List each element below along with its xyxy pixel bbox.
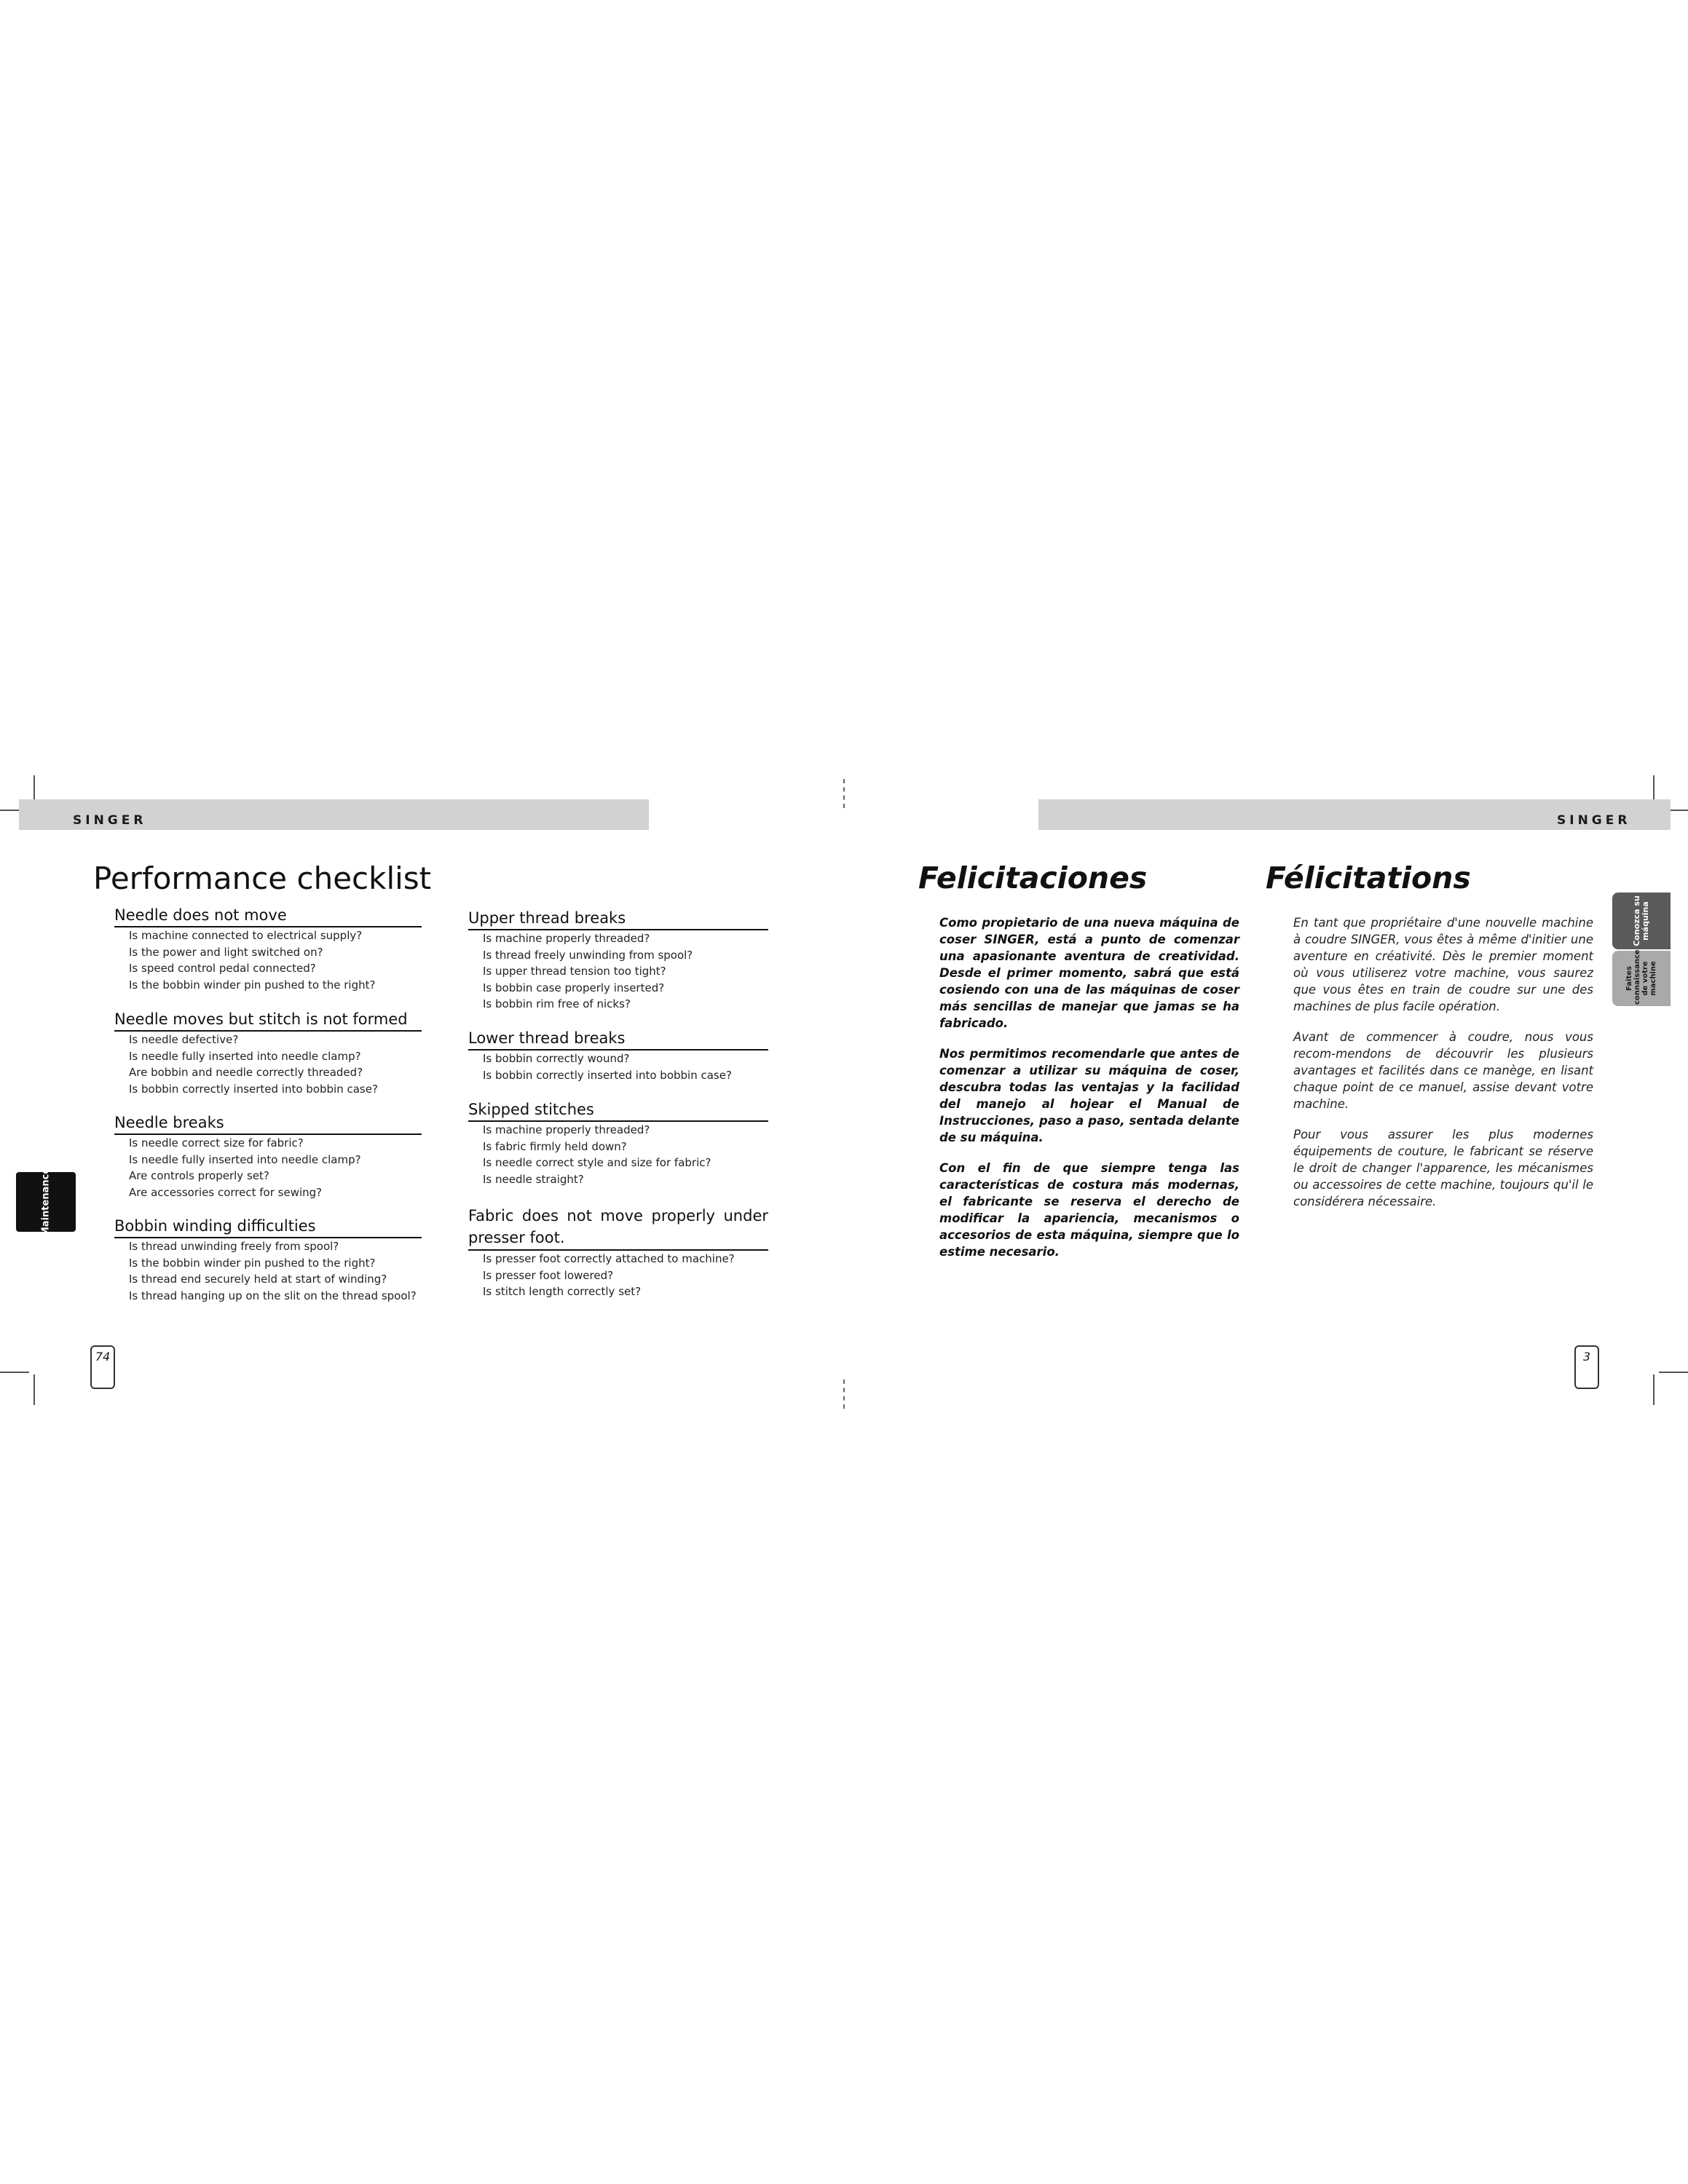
crop-mark (0, 1372, 29, 1373)
checklist-item: Is fabric firmly held down? (483, 1139, 627, 1153)
checklist-item: Is needle defective? (129, 1033, 239, 1046)
crop-mark (33, 1374, 35, 1405)
checklist-item: Is bobbin correctly wound? (483, 1052, 630, 1065)
paragraph: Avant de commencer à coudre, nous vous recom-mendons de découvrir les plusieurs avantages et facilités dans ce manège, en lisant chaque point de ce manuel, assise devant votre machine. (1293, 1030, 1593, 1111)
checklist-item: Is needle correct style and size for fabric? (483, 1156, 711, 1169)
checklist-item: Is bobbin correctly inserted into bobbin case? (483, 1068, 732, 1082)
checklist-item: Is needle fully inserted into needle clamp? (129, 1049, 361, 1063)
checklist-section (114, 1113, 422, 1200)
brand-logo-left: SINGER (73, 813, 147, 828)
spanish-column (939, 914, 1239, 1274)
checklist-section (114, 1216, 422, 1304)
crop-mark (843, 1380, 846, 1409)
tab-label-french: Faites connaissance de votre machine (1625, 949, 1657, 1005)
checklist-item: Is upper thread tension too tight? (483, 965, 666, 978)
checklist-section (114, 906, 422, 993)
page-title: Performance checklist (93, 860, 432, 896)
checklist-item: Is thread hanging up on the slit on the thread spool? (129, 1289, 417, 1302)
checklist-item: Is stitch length correctly set? (483, 1285, 642, 1298)
checklist-item: Is bobbin rim free of nicks? (483, 997, 631, 1010)
checklist-item: Are accessories correct for sewing? (129, 1185, 323, 1199)
checklist-item: Is the bobbin winder pin pushed to the right? (129, 1256, 376, 1270)
section-tab-french (1612, 951, 1671, 1006)
checklist-item: Is presser foot lowered? (483, 1268, 614, 1282)
checklist-item: Is thread freely unwinding from spool? (483, 948, 693, 962)
section-heading: Fabric does not move properly under presser foot. (468, 1205, 768, 1251)
section-tab-spanish (1612, 893, 1671, 949)
section-heading: Skipped stitches (468, 1100, 768, 1122)
checklist-item: Are controls properly set? (129, 1169, 269, 1182)
paragraph: Como propietario de una nueva máquina de coser SINGER, está a punto de comenzar una apasionante aventura de creatividad. Desde el primer momento, sabrá que está cosiendo con una de las máquinas de coser más sencillas de manejar que jamas se ha fabricado. (939, 916, 1239, 1030)
crop-mark (1659, 1372, 1688, 1373)
brand-logo-right: SINGER (1557, 813, 1631, 828)
checklist-section (468, 1205, 768, 1300)
maintenance-tab (16, 1167, 76, 1237)
checklist-section (114, 1010, 422, 1097)
section-heading: Lower thread breaks (468, 1029, 768, 1051)
checklist-item: Is thread end securely held at start of winding? (129, 1273, 387, 1286)
checklist-item: Is needle straight? (483, 1172, 584, 1186)
page-number-left: 74 (90, 1345, 115, 1389)
checklist-item: Is machine properly threaded? (483, 932, 650, 945)
section-heading: Needle does not move (114, 906, 422, 927)
checklist-item: Is machine connected to electrical supply? (129, 929, 363, 942)
crop-mark (843, 779, 846, 808)
title-spanish: Felicitaciones (918, 860, 1148, 895)
checklist-item: Is speed control pedal connected? (129, 962, 316, 975)
checklist-section (468, 1100, 768, 1187)
section-heading: Bobbin winding difficulties (114, 1216, 422, 1238)
title-french: Félicitations (1266, 860, 1471, 895)
checklist-item: Is the power and light switched on? (129, 945, 323, 959)
checklist-item: Is bobbin correctly inserted into bobbin case? (129, 1082, 378, 1096)
checklist-item: Is needle fully inserted into needle clamp? (129, 1152, 361, 1166)
checklist-item: Is the bobbin winder pin pushed to the right? (129, 978, 376, 992)
section-heading: Needle breaks (114, 1113, 422, 1135)
paragraph: Pour vous assurer les plus modernes équipements de couture, le fabricant se réserve le droit de changer l'apparence, les mécanismes ou accessoires de cette machine, toujours qu'il le considérera nécessaire. (1293, 1128, 1593, 1208)
checklist-section (468, 909, 768, 1013)
paragraph: Con el fin de que siempre tenga las características de costura más modernas, el fabricante se reserva el derecho de modificar la apariencia, mecanismos o accesorios de esta máquina, siempre que lo estime necesario. (939, 1161, 1239, 1259)
paragraph: En tant que propriétaire d'une nouvelle machine à coudre SINGER, vous êtes à même d'initier une aventure en créativité. Dès le premier moment où vous utiliserez votre machine, vous saurez que vous êtes en train de coudre sur une des machines de plus facile opération. (1293, 916, 1593, 1013)
checklist-item: Is machine properly threaded? (483, 1123, 650, 1136)
section-heading: Upper thread breaks (468, 909, 768, 930)
crop-mark (1653, 1374, 1655, 1405)
checklist-item: Are bobbin and needle correctly threaded? (129, 1066, 363, 1079)
checklist-item: Is bobbin case properly inserted? (483, 981, 665, 994)
maintenance-tab-label: Maintenance (40, 1167, 52, 1237)
checklist-item: Is needle correct size for fabric? (129, 1136, 304, 1150)
page-number-right: 3 (1574, 1345, 1599, 1389)
checklist-section (468, 1029, 768, 1083)
checklist-item: Is presser foot correctly attached to machine? (483, 1252, 735, 1265)
checklist-item: Is thread unwinding freely from spool? (129, 1240, 339, 1253)
french-column (1293, 914, 1593, 1224)
tab-label-spanish: Conozca su máquina (1632, 895, 1650, 946)
section-heading: Needle moves but stitch is not formed (114, 1010, 422, 1032)
paragraph: Nos permitimos recomendarle que antes de comenzar a utilizar su máquina de coser, descubra todas las ventajas y la facilidad del manejo al hojear el Manual de Instrucciones, paso a paso, sentada delante de su máquina. (939, 1047, 1239, 1144)
